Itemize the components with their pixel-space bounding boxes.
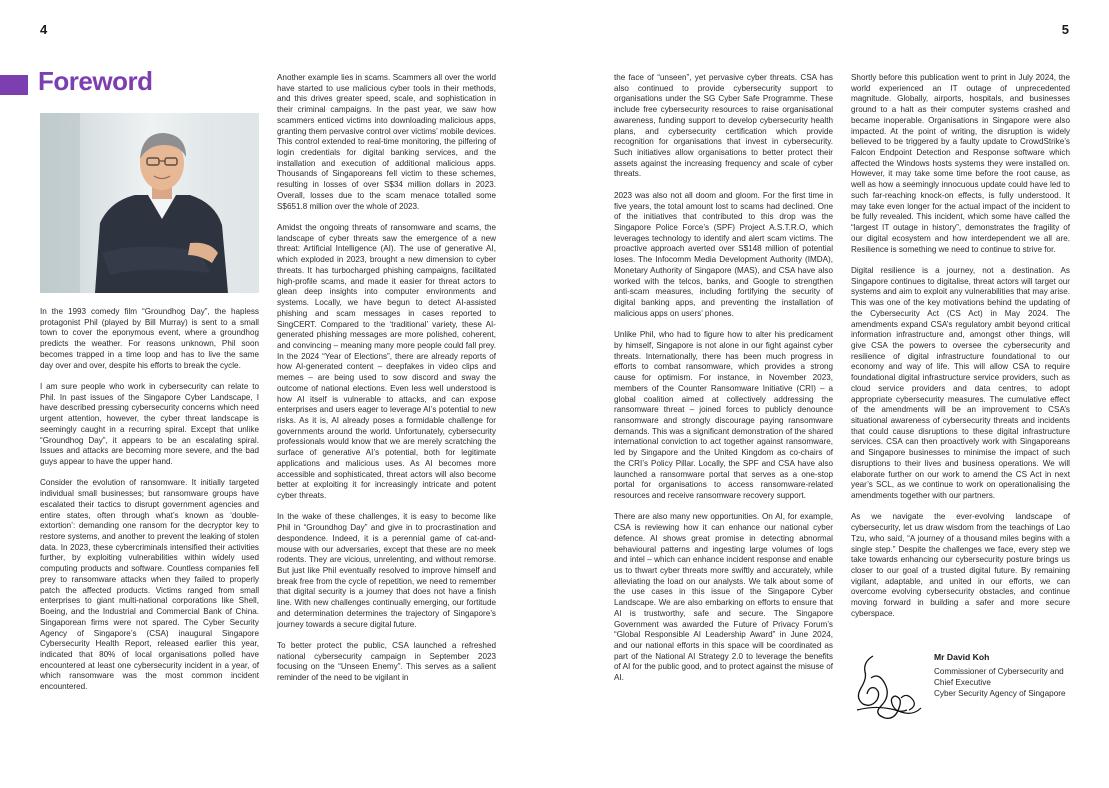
paragraph: Shortly before this publication went to print in July 2024, the world experienced an IT outage of unprecedented magnitude. Globally, airports, hospitals, and businesses ground to a halt as their computer systems crashed and became inoperable. Organisations in Singapore were also impacted. At the point of writing, the disruption is widely believed to be triggered by a faulty update to CrowdStrike’s Falcon Endpoint Detection and Response software which affected the Windows hosts systems they were installed on. However, it may take some time before the root cause, as well as how a seemingly innocuous update could have led to such far-reaching knock-on effects, is fully understood. It may take even longer for the actual impact of the incident to be fully revealed. This incident, which some have called the “largest IT outage in history”, demonstrates the fragility of our digital ecosystem and how interdependent we all are. Resilience is something we need to continue to strive for. [851,73,1070,254]
paragraph: In the 1993 comedy film “Groundhog Day”, the hapless protagonist Phil (played by Bill Murray) is sent to a small town to cover the eponymous event, where a groundhog predicts the weather. For reasons unknown, Phil soon becomes trapped in a time loop and has to live the same day over and over, despite his efforts to break the cycle. [40,307,259,370]
text-column-1 [40,307,259,704]
paragraph: Unlike Phil, who had to figure how to alter his predicament by himself, Singapore is not alone in our fight against cyber threats. Internationally, there has been much progress in efforts to combat ransomware, which provides a strong cause for optimism. For instance, in November 2023, members of the Counter Ransomware Initiative (CRI) – a global coalition aimed at collectively addressing the ransomware threat – joined forces to publicly denounce ransomware and strongly discourage paying ransomware demands. This was a significant demonstration of the shared international conviction to act together against ransomware, led by Singapore and the United Kingdom as co-chairs of the CRI’s Policy Pillar. Locally, the SPF and CSA have also launched a ransomware portal that serves as a one-stop portal for organisations to access ransomware-related resources and receive ransomware recovery support. [614,330,833,500]
paragraph: To better protect the public, CSA launched a refreshed national cybersecurity campaign in September 2023 focusing on the “Unseen Enemy”. This serves as a salient reminder of the need to be vigilant in [277,641,496,683]
text-column-3 [614,73,833,695]
text-column-4 [851,73,1070,630]
page-number-right: 5 [1061,22,1069,37]
paragraph: Another example lies in scams. Scammers all over the world have started to use malicious cyber tools in their methods, and this drives greater speed, scale, and sophistication in their criminal campaigns. In the past year, we saw how scammers enticed victims into downloading malicious apps, granting them pervasive control over victims’ mobile devices. This control extended to real-time monitoring, the pilfering of login credentials for digital banking services, and the installation and execution of additional malicious apps. Thousands of Singaporeans fell victim to these schemes, resulting in losses of over S$34 million dollars in 2023. Overall, losses due to the scam menace totalled some S$651.8 million over the whole of 2023. [277,73,496,211]
page-number-left: 4 [40,22,48,37]
paragraph: There are also many new opportunities. On AI, for example, CSA is reviewing how it can enhance our national cyber defence. AI shows great promise in detecting abnormal behavioural patterns and ingesting large volumes of logs and intel – which can enhance incident response and enable us to thwart cyber threats more swiftly and accurately, while alleviating the load on our analysts. We talk about some of the use cases in this issue of the Singapore Cyber Landscape. We are also embarking on efforts to ensure that AI is trustworthy, safe and secure. The Singapore Government was awarded the Future of Privacy Forum’s “Global Responsible AI Leadership Award” in June 2024, and our national efforts in this space will be coordinated as part of the National AI Strategy 2.0 to leverage the benefits of AI for the public good, and to protect against the misuse of AI. [614,512,833,683]
paragraph: Amidst the ongoing threats of ransomware and scams, the landscape of cyber threats saw the emergence of a new threat: Artificial Intelligence (AI). The use of generative AI, which exploded in 2023, brought a new dimension to cyber threats. It has turbocharged phishing campaigns, facilitated high-profile scams, and made it easier for threat actors to glean deep insights into computer environments and systems. Locally, we have begun to detect AI-assisted phishing and scam messages in cases reported to SingCERT. Compared to the ‘traditional’ variety, these AI-generated phishing messages are more polished, coherent, and convincing – meaning many more people could fall prey. In the 2024 “Year of Elections”, there are already reports of how AI-generated content – deepfakes in video clips and memes – are being used to sow discord and sway the outcome of national elections. Even less well understood is how AI itself is vulnerable to attacks, and can expose enterprises and users eager to leverage AI’s potential to new risks. As it is, AI already poses a formidable challenge for governments around the world. Unfortunately, cybersecurity professionals would know that we are merely scratching the surface of generative AI’s potential, both for legitimate applications and malicious uses. As AI becomes more accessible and sophisticated, threat actors will also become better at exploiting it for increasingly intricate and potent cyber threats. [277,223,496,500]
signatory-name: Mr David Koh [934,652,990,662]
signatory-organisation: Cyber Security Agency of Singapore [934,689,1066,698]
paragraph: Consider the evolution of ransomware. It initially targeted individual small businesses; but ransomware groups have escalated their tactics to disrupt government agencies and entire states, often through what’s known as ‘double-extortion’: demanding one ransom for the decryptor key to restore systems, and another to prevent the leaking of stolen data. In 2023, these cybercriminals intensified their activities further, by exploiting vulnerabilities within widely used computing products and software. Countless companies fell prey to ransomware attacks when they failed to properly patch the affected products. Victims ranged from small enterprises to giant multi-national corporations like Shell, Boeing, and the Industrial and Commercial Bank of China. Singaporean firms were not spared. The Cyber Security Agency of Singapore’s (CSA) inaugural Singapore Cybersecurity Health Report, released earlier this year, indicated that 80% of local organisations polled have encountered at least one cybersecurity incident in a year, of which ransomware was the most common incident encountered. [40,478,259,692]
signatory-title: Chief Executive [934,678,991,687]
paragraph: the face of “unseen”, yet pervasive cyber threats. CSA has also continued to provide cybersecurity support to organisations under the SG Cyber Safe Programme. These include free cybersecurity resources to raise organisational awareness, funding support to develop cybersecurity health plans, and cybersecurity certification which provide recognition for organisations that invest in cybersecurity. Such initiatives allow organisations to better protect their assets against the increasing frequency and scale of cyber threats. [614,73,833,179]
paragraph: Digital resilience is a journey, not a destination. As Singapore continues to digitalise, threat actors will target our systems and aim to exploit any vulnerabilities that may arise. This was one of the key motivations behind the updating of the Cybersecurity Act (CS Act) in May 2024. The amendments expand CSA’s regulatory ambit beyond critical information infrastructure and, amongst other things, will give CSA the powers to oversee the cybersecurity and resilience of digital infrastructure foundational to our economy and way of life. This will allow CSA to require foundational digital infrastructure service providers, such as cloud service providers and data centres, to adopt appropriate cybersecurity measures. The cumulative effect of the amendments will be an improvement to CSA’s situational awareness of cybersecurity threats and incidents that could cause disruptions to these digital infrastructure services. CSA can then proactively work with Singaporeans and Singapore businesses to minimise the impact of such disruptions to their lives and business operations. We will elaborate further on our work to amend the CS Act in next year’s SCL, as we continue to work on operationalising the amendments together with our partners. [851,265,1070,500]
signature-block [934,652,1074,699]
paragraph: I am sure people who work in cybersecurity can relate to Phil. In past issues of the Singapore Cyber Landscape, I have described pressing cybersecurity concerns which need urgent attention, however, the cyber threat landscape is seemingly caught in a recurring spiral. Except that unlike “Groundhog Day”, it appears to be an escalating spiral. Issues and attacks are becoming more severe, and the bad guys appear to have the upper hand. [40,382,259,467]
paragraph: 2023 was also not all doom and gloom. For the first time in five years, the total amount lost to scams had declined. One of the initiatives that contributed to this drop was the Singapore Police Force’s (SPF) Project A.S.T.R.O, which leverages technology to identify and alert scam victims. The proactive approach averted over S$148 million of potential loses. The Infocomm Media Development Authority (IMDA), Monetary Authority of Singapore (MAS), and CSA have also worked with the telcos, banks, and Google to strengthen anti-scam measures, including fortifying the security of digital banking apps, and preventing the installation of malicious apps on users’ phones. [614,190,833,318]
text-column-2 [277,73,496,695]
page-title: Foreword [38,66,153,96]
paragraph: In the wake of these challenges, it is easy to become like Phil in “Groundhog Day” and give in to procrastination and despondence. Indeed, it is a perennial game of cat-and-mouse with our adversaries, except that these are no meek rodents. They are vicious, unrelenting, and without remorse. But just like Phil eventually resolved to improve himself and break free from the cycle of repetition, we need to remember that digital security is a journey that does not have a finish line. With new challenges continually emerging, our fortitude and determination determines the trajectory of Singapore’s journey towards a secure digital future. [277,512,496,629]
paragraph: As we navigate the ever-evolving landscape of cybersecurity, let us draw wisdom from the teachings of Lao Tzu, who said, “A journey of a thousand miles begins with a single step.” Despite the challenges we face, every step we take towards enhancing our cybersecurity posture brings us closer to our goal of a trusted digital future. By remaining vigilant, adaptable, and united in our efforts, we can overcome evolving cybersecurity obstacles, and continue moving forward in building a safer and more secure cyberspace. [851,512,1070,618]
accent-bar [0,75,28,95]
signatory-title: Commissioner of Cybersecurity and [934,667,1064,676]
author-portrait [40,113,259,293]
handwritten-signature [851,648,926,760]
